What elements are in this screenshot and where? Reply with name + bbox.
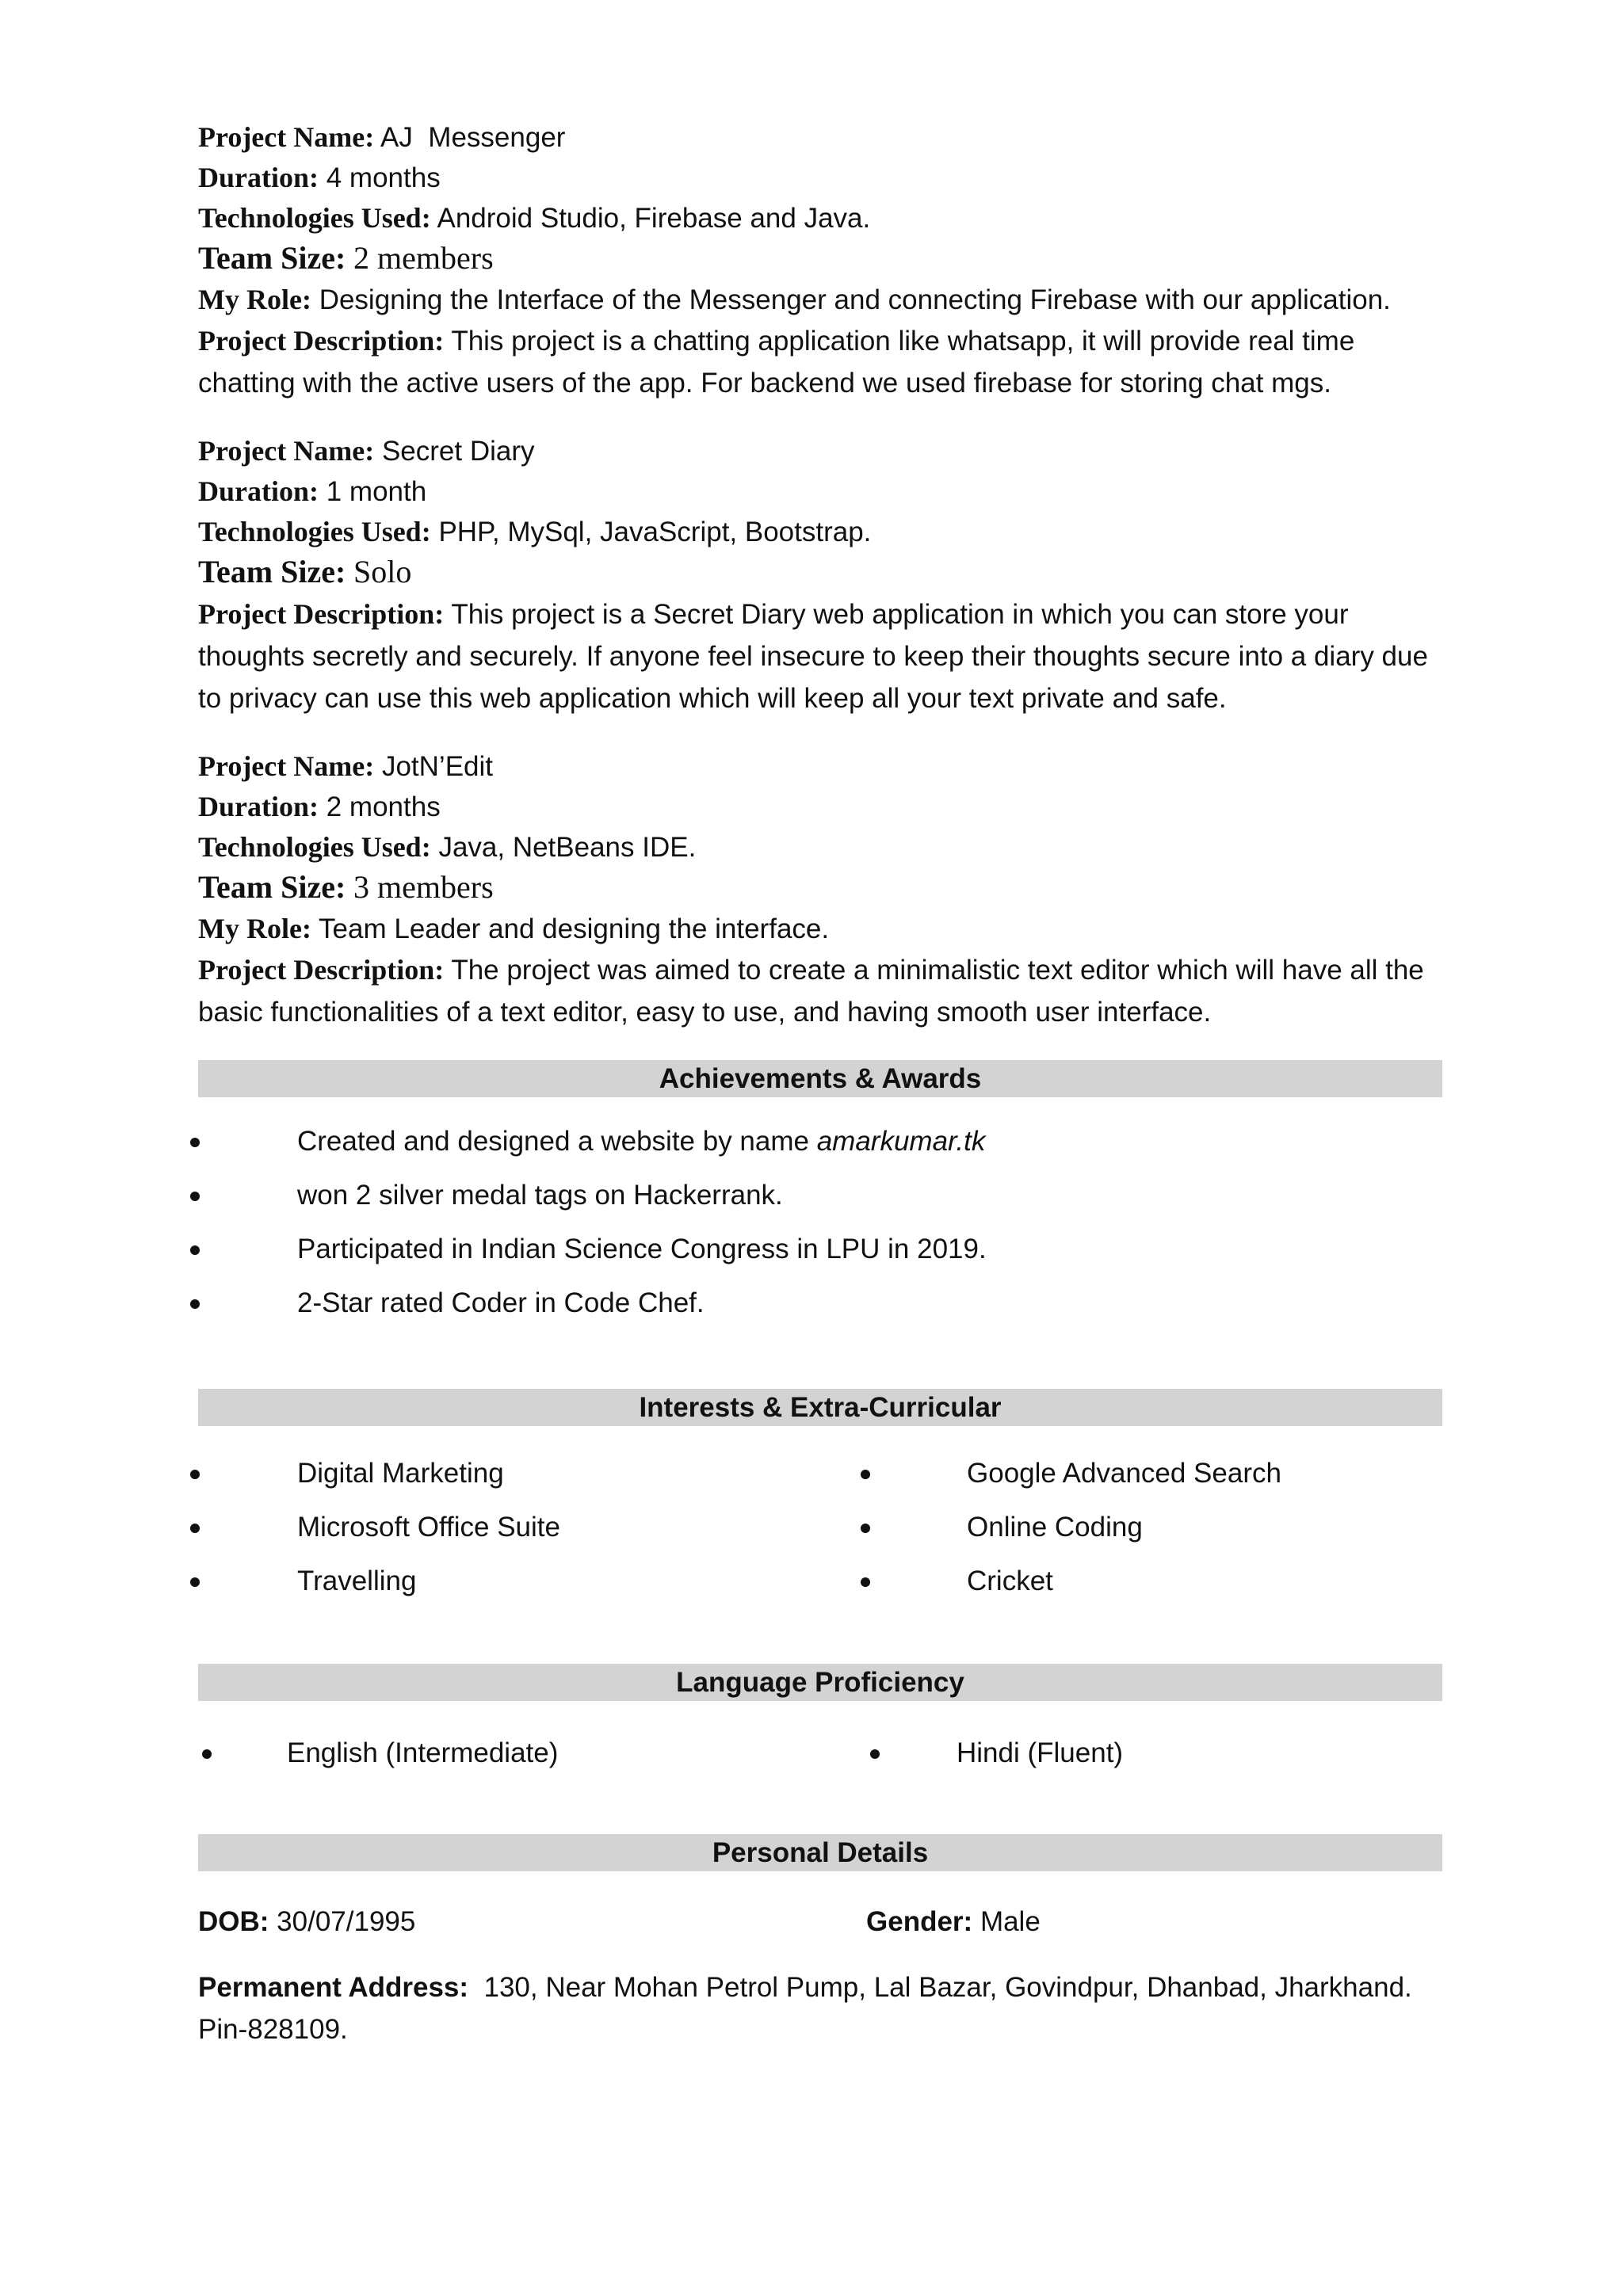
- dob-label: DOB:: [198, 1906, 269, 1937]
- project-name-label: Project Name:: [198, 121, 375, 153]
- duration-row: [198, 787, 1442, 827]
- project-name-value: Secret Diary: [381, 436, 535, 467]
- duration-label: Duration:: [198, 791, 319, 822]
- project-name-value: AJ Messenger: [380, 122, 566, 153]
- interest-text: Google Advanced Search: [967, 1458, 1281, 1489]
- list-item: [198, 1501, 1442, 1554]
- language-list: [198, 1726, 1442, 1780]
- interests-heading: Interests & Extra-Curricular: [198, 1389, 1442, 1426]
- description-value: This project is a Secret Diary web application in which you can store your thoughts secretly and securely. If anyone feel insecure to keep their thoughts secure into a diary due to privacy can use this web application which will keep all your text private and safe.: [198, 599, 1428, 714]
- achievement-text-prefix: Created and designed a website by name: [297, 1126, 817, 1157]
- project-jotnedit: [198, 746, 1442, 1033]
- bullet-icon: [861, 1470, 870, 1479]
- duration-value: 4 months: [326, 162, 441, 193]
- technologies-label: Technologies Used:: [198, 516, 431, 547]
- dob-value: 30/07/1995: [277, 1906, 416, 1937]
- description-label: Project Description:: [198, 325, 445, 357]
- technologies-value: Java, NetBeans IDE.: [438, 832, 697, 863]
- role-label: My Role:: [198, 284, 311, 315]
- technologies-row: [198, 827, 1442, 868]
- achievement-text: won 2 silver medal tags on Hackerrank.: [297, 1180, 783, 1211]
- project-name-label: Project Name:: [198, 750, 375, 782]
- list-item: [198, 1726, 1442, 1780]
- bullet-icon: [190, 1299, 200, 1309]
- description-label: Project Description:: [198, 598, 445, 630]
- achievement-text: 2-Star rated Coder in Code Chef.: [297, 1287, 705, 1318]
- technologies-label: Technologies Used:: [198, 831, 431, 863]
- gender-value: Male: [980, 1906, 1041, 1937]
- bullet-icon: [190, 1138, 200, 1147]
- address-row: [198, 1966, 1442, 2050]
- bullet-icon: [190, 1524, 200, 1533]
- gender-label: Gender:: [866, 1906, 973, 1937]
- technologies-value: Android Studio, Firebase and Java.: [437, 203, 871, 234]
- project-name-value: JotN’Edit: [381, 751, 494, 782]
- personal-heading: Personal Details: [198, 1834, 1442, 1871]
- role-label: My Role:: [198, 913, 311, 944]
- achievement-text: Participated in Indian Science Congress in LPU in 2019.: [297, 1234, 987, 1264]
- list-item: [198, 1447, 1442, 1501]
- address-value: 130, Near Mohan Petrol Pump, Lal Bazar, Govindpur, Dhanbad, Jharkhand. Pin-828109.: [198, 1972, 1412, 2045]
- description-value: The project was aimed to create a minimalistic text editor which will have all the basic functionalities of a text editor, easy to use, and having smooth user interface.: [198, 955, 1424, 1028]
- team-size-label: Team Size:: [198, 554, 346, 589]
- duration-label: Duration:: [198, 475, 319, 507]
- website-link[interactable]: amarkumar.tk: [816, 1126, 986, 1157]
- resume-page: [198, 117, 1442, 2050]
- duration-value: 1 month: [326, 476, 427, 507]
- team-size-row: [198, 552, 1442, 593]
- duration-row: [198, 471, 1442, 512]
- interest-text: Travelling: [297, 1566, 417, 1596]
- team-size-value: Solo: [353, 554, 412, 589]
- project-secret-diary: [198, 431, 1442, 719]
- achievements-heading: Achievements & Awards: [198, 1060, 1442, 1097]
- gender-field: [866, 1898, 1041, 1946]
- duration-value: 2 months: [326, 791, 441, 822]
- role-row: [198, 909, 1442, 949]
- description-row: [198, 949, 1442, 1033]
- interest-text: Cricket: [967, 1566, 1053, 1596]
- bullet-icon: [190, 1245, 200, 1255]
- description-label: Project Description:: [198, 954, 445, 986]
- team-size-row: [198, 868, 1442, 909]
- description-row: [198, 320, 1442, 404]
- bullet-icon: [861, 1524, 870, 1533]
- dob-gender-row: [198, 1898, 1442, 1946]
- team-size-value: 2 members: [353, 240, 494, 276]
- list-item: [198, 1169, 1442, 1222]
- bullet-icon: [870, 1749, 880, 1759]
- technologies-row: [198, 512, 1442, 552]
- project-name-row: [198, 431, 1442, 471]
- team-size-row: [198, 238, 1442, 280]
- team-size-label: Team Size:: [198, 869, 346, 905]
- list-item: [198, 1222, 1442, 1276]
- bullet-icon: [190, 1577, 200, 1587]
- technologies-label: Technologies Used:: [198, 202, 431, 234]
- team-size-label: Team Size:: [198, 240, 346, 276]
- achievement-text: [297, 1115, 985, 1169]
- role-row: [198, 280, 1442, 320]
- list-item: [198, 1276, 1442, 1330]
- bullet-icon: [190, 1470, 200, 1479]
- interest-text: Microsoft Office Suite: [297, 1512, 560, 1543]
- interest-text: Online Coding: [967, 1512, 1143, 1543]
- dob-field: [198, 1898, 415, 1946]
- language-heading: Language Proficiency: [198, 1664, 1442, 1701]
- duration-row: [198, 158, 1442, 198]
- role-value: Team Leader and designing the interface.: [319, 913, 830, 944]
- language-text: English (Intermediate): [287, 1737, 559, 1768]
- project-name-label: Project Name:: [198, 435, 375, 467]
- bullet-icon: [861, 1577, 870, 1587]
- duration-label: Duration:: [198, 162, 319, 193]
- bullet-icon: [190, 1192, 200, 1201]
- description-row: [198, 593, 1442, 719]
- address-label: Permanent Address:: [198, 1972, 469, 2003]
- project-name-row: [198, 117, 1442, 158]
- description-value: This project is a chatting application like whatsapp, it will provide real time chatting with the active users of the app. For backend we used firebase for storing chat mgs.: [198, 326, 1355, 399]
- bullet-icon: [202, 1749, 212, 1759]
- list-item: [198, 1115, 1442, 1169]
- project-name-row: [198, 746, 1442, 787]
- project-aj-messenger: [198, 117, 1442, 404]
- interests-list: [198, 1447, 1442, 1608]
- interest-text: Digital Marketing: [297, 1458, 504, 1489]
- team-size-value: 3 members: [353, 869, 494, 905]
- achievements-list: [198, 1115, 1442, 1330]
- technologies-value: PHP, MySql, JavaScript, Bootstrap.: [438, 517, 872, 547]
- language-text: Hindi (Fluent): [957, 1737, 1124, 1768]
- role-value: Designing the Interface of the Messenger and connecting Firebase with our application.: [319, 284, 1391, 315]
- list-item: [198, 1554, 1442, 1608]
- technologies-row: [198, 198, 1442, 238]
